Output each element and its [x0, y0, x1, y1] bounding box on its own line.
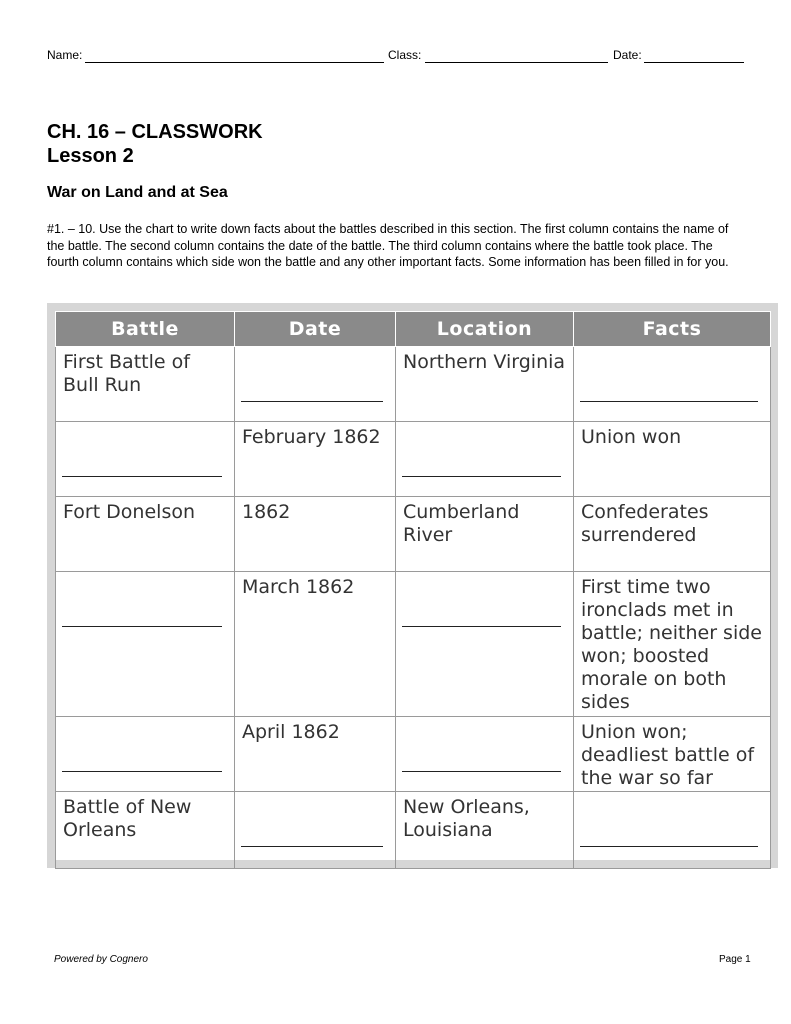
table-cell — [56, 792, 235, 869]
cell-text: Union won; deadliest battle of the war so far — [581, 721, 755, 789]
column-header: Location — [396, 312, 574, 347]
table-cell — [574, 497, 771, 572]
battle-chart-frame — [47, 303, 778, 868]
footer-powered-by: Powered by Cognero — [54, 954, 148, 965]
column-header: Date — [235, 312, 396, 347]
cell-text: Confederates surrendered — [581, 501, 709, 546]
answer-cell[interactable] — [574, 347, 771, 422]
column-header: Battle — [56, 312, 235, 347]
answer-cell[interactable] — [396, 572, 574, 717]
table-header-row — [56, 312, 771, 347]
table-cell — [574, 717, 771, 792]
table-row — [56, 422, 771, 497]
cell-text: April 1862 — [242, 721, 340, 743]
answer-cell[interactable] — [56, 572, 235, 717]
instructions-text: Use the chart to write down facts about the battles described in this section. The first column contains the name of the battle. The second column contains the date of the battle. The third column contains where the battle took place. The fourth column contains which side won the battle and any other important facts. Some information has been filled in for you. — [47, 222, 729, 269]
date-field[interactable] — [644, 62, 744, 63]
cell-text: 1862 — [242, 501, 291, 523]
cell-text: Northern Virginia — [403, 351, 566, 373]
answer-cell[interactable] — [235, 347, 396, 422]
table-cell — [574, 422, 771, 497]
table-row — [56, 792, 771, 869]
table-cell — [56, 347, 235, 422]
table-cell — [56, 497, 235, 572]
table-row — [56, 717, 771, 792]
cell-text: March 1862 — [242, 576, 355, 598]
page-title — [47, 120, 263, 168]
answer-blank-line[interactable] — [580, 846, 758, 847]
date-label: Date: — [613, 48, 642, 62]
name-field[interactable] — [85, 62, 384, 63]
answer-blank-line[interactable] — [62, 771, 222, 772]
table-row — [56, 572, 771, 717]
answer-blank-line[interactable] — [580, 401, 758, 402]
class-label: Class: — [388, 48, 422, 62]
answer-cell[interactable] — [56, 717, 235, 792]
footer-page-number: Page 1 — [719, 954, 751, 965]
table-cell — [235, 422, 396, 497]
cell-text: First time two ironclads met in battle; neither side won; boosted morale on both sides — [581, 576, 762, 713]
instructions — [47, 221, 747, 271]
cell-text: Battle of New Orleans — [63, 796, 192, 841]
cell-text: Fort Donelson — [63, 501, 196, 523]
answer-cell[interactable] — [235, 792, 396, 869]
table-row — [56, 497, 771, 572]
student-info-header — [47, 46, 747, 66]
table-cell — [396, 792, 574, 869]
question-number: #1. – 10. — [47, 222, 96, 236]
answer-blank-line[interactable] — [402, 771, 561, 772]
section-title: War on Land and at Sea — [47, 184, 228, 201]
answer-blank-line[interactable] — [402, 626, 561, 627]
answer-cell[interactable] — [396, 717, 574, 792]
battle-table — [55, 311, 771, 869]
cell-text: New Orleans, Louisiana — [403, 796, 530, 841]
name-label: Name: — [47, 48, 83, 62]
answer-blank-line[interactable] — [402, 476, 561, 477]
title-chapter: CH. 16 – CLASSWORK — [47, 121, 263, 143]
answer-blank-line[interactable] — [62, 626, 222, 627]
table-cell — [396, 347, 574, 422]
answer-cell[interactable] — [574, 792, 771, 869]
answer-blank-line[interactable] — [241, 846, 383, 847]
cell-text: Cumberland River — [403, 501, 520, 546]
answer-blank-line[interactable] — [62, 476, 222, 477]
answer-cell[interactable] — [396, 422, 574, 497]
table-cell — [235, 497, 396, 572]
class-field[interactable] — [425, 62, 608, 63]
table-cell — [235, 572, 396, 717]
column-header: Facts — [574, 312, 771, 347]
cell-text: February 1862 — [242, 426, 381, 448]
answer-cell[interactable] — [56, 422, 235, 497]
table-cell — [396, 497, 574, 572]
answer-blank-line[interactable] — [241, 401, 383, 402]
table-row — [56, 347, 771, 422]
table-cell — [235, 717, 396, 792]
title-lesson: Lesson 2 — [47, 145, 134, 167]
cell-text: First Battle of Bull Run — [63, 351, 190, 396]
cell-text: Union won — [581, 426, 682, 448]
battle-chart — [55, 311, 770, 860]
table-cell — [574, 572, 771, 717]
